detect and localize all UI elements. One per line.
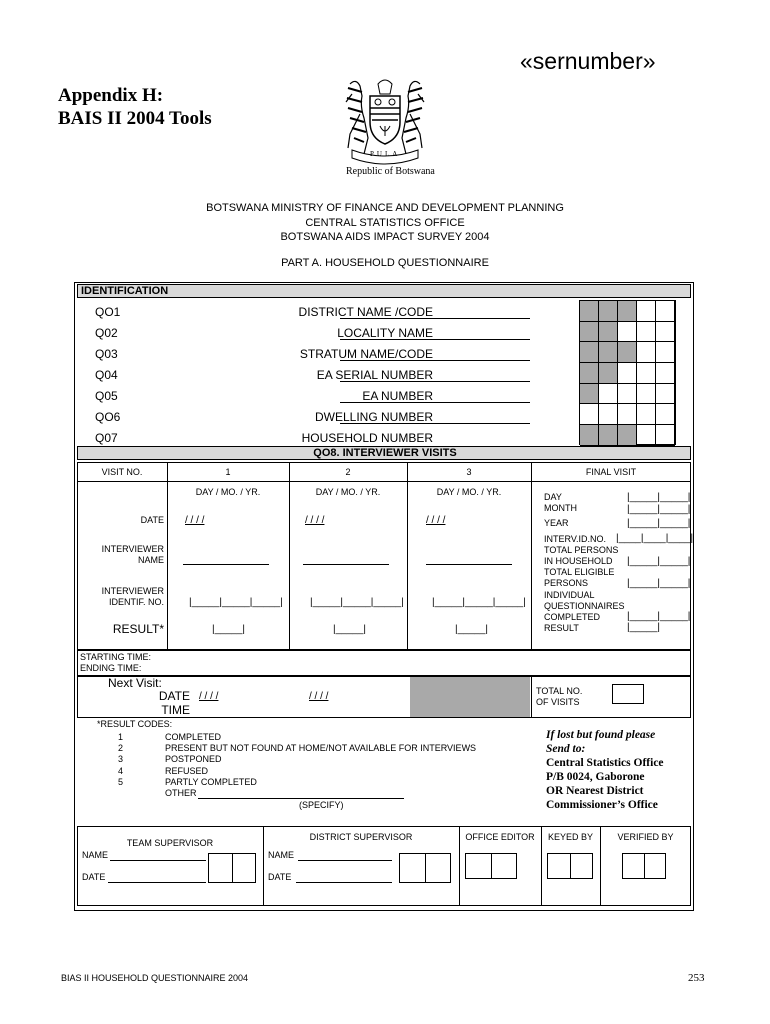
final-total-persons-l2: IN HOUSEHOLD <box>544 556 613 567</box>
visits-header <box>77 446 691 460</box>
next-visit-label: Next Visit: <box>108 676 162 690</box>
q04-answer-line[interactable] <box>340 381 530 382</box>
team-supervisor-name-label: NAME <box>82 850 109 860</box>
final-month-label: MONTH <box>544 503 577 514</box>
identification-header <box>77 284 691 298</box>
office-editor-label: OFFICE EDITOR <box>465 832 535 842</box>
interviewer-id-l1: INTERVIEWER <box>101 586 164 596</box>
result-code-texts <box>165 732 476 799</box>
q06-answer-line[interactable] <box>340 423 530 424</box>
header-ministry: BOTSWANA MINISTRY OF FINANCE AND DEVELOPMENT PLANNING <box>206 202 564 214</box>
coat-of-arms-emblem <box>330 74 440 166</box>
result-text-4: REFUSED <box>165 765 209 776</box>
keyed-by-label: KEYED BY <box>547 832 594 842</box>
v2-date-format: DAY / MO. / YR. <box>315 487 381 497</box>
v3-result-field[interactable]: |_____| <box>455 624 489 635</box>
final-individual-l2: QUESTIONNAIRES <box>544 600 625 611</box>
part-title: PART A. HOUSEHOLD QUESTIONNAIRE <box>281 257 489 269</box>
final-interv-id-field[interactable]: |____|____|____| <box>616 533 694 544</box>
v3-date-format: DAY / MO. / YR. <box>436 487 502 497</box>
col-visit-1: 1 <box>225 467 231 477</box>
q04-code: Q04 <box>95 368 118 382</box>
interviewer-id-label <box>78 586 164 608</box>
final-month-field[interactable]: |_____|_____| <box>627 504 691 515</box>
q07-code: Q07 <box>95 431 118 445</box>
serial-field: «sernumber» <box>520 48 656 74</box>
visits-title: QO8. INTERVIEWER VISITS <box>313 447 457 459</box>
final-interv-id-label: INTERV.ID.NO. <box>544 533 607 544</box>
total-visits-box[interactable] <box>612 684 644 704</box>
identification-title: IDENTIFICATION <box>81 285 169 297</box>
lost-found-l5: OR Nearest District <box>546 785 644 797</box>
result-specify-label: (SPECIFY) <box>299 800 344 810</box>
final-individual-field[interactable]: |_____|_____| <box>627 611 691 622</box>
date-row-label: DATE <box>140 515 164 525</box>
team-supervisor-date-label: DATE <box>82 872 106 882</box>
result-codes-title: *RESULT CODES: <box>97 719 173 729</box>
q04-label: EA SERIAL NUMBER <box>316 368 433 382</box>
district-supervisor-label: DISTRICT SUPERVISOR <box>309 832 413 842</box>
q02-code: Q02 <box>95 326 118 340</box>
q07-label: HOUSEHOLD NUMBER <box>301 431 433 445</box>
q01-label: DISTRICT NAME /CODE <box>298 305 433 319</box>
total-visits-l1: TOTAL NO. <box>536 686 583 696</box>
q02-answer-line[interactable] <box>340 339 530 340</box>
v1-date-field[interactable]: / / / / <box>185 515 205 526</box>
final-year-label: YEAR <box>544 518 569 529</box>
result-code-4: 4 <box>118 765 124 776</box>
time-labels <box>80 652 151 674</box>
final-total-eligible-l1: TOTAL ELIGIBLE <box>544 567 615 578</box>
next-visit-date-field-2[interactable]: / / / / <box>309 691 329 702</box>
document-header <box>0 201 770 245</box>
interviewer-name-label <box>78 544 164 566</box>
result-text-1: COMPLETED <box>165 732 222 742</box>
appendix-title <box>58 84 212 130</box>
lost-found-l6: Commissioner’s Office <box>546 799 658 811</box>
verified-by-label: VERIFIED BY <box>617 832 674 842</box>
district-supervisor-name-field[interactable] <box>298 860 392 861</box>
final-total-eligible-field[interactable]: |_____|_____| <box>627 578 691 589</box>
final-total-persons-field[interactable]: |_____|_____| <box>627 556 691 567</box>
appendix-line1: Appendix H: <box>58 85 164 106</box>
next-visit-date-label: DATE <box>158 689 190 703</box>
page-number: 253 <box>688 972 705 984</box>
final-total-eligible-l2: PERSONS <box>544 578 589 589</box>
next-visit-date-field-1[interactable]: / / / / <box>199 691 219 702</box>
result-code-1: 1 <box>118 732 124 742</box>
lost-found-l4: P/B 0024, Gaborone <box>546 771 645 783</box>
q03-label: STRATUM NAME/CODE <box>299 347 433 361</box>
final-total-persons-l1: TOTAL PERSONS <box>544 544 619 555</box>
footer-title: BIAS II HOUSEHOLD QUESTIONNAIRE 2004 <box>61 973 249 983</box>
q05-label: EA NUMBER <box>362 389 433 403</box>
district-supervisor-date-field[interactable] <box>296 882 392 883</box>
identification-code-grid[interactable] <box>579 300 676 445</box>
final-day-field[interactable]: |_____|_____| <box>627 492 691 503</box>
starting-time-label: STARTING TIME: <box>80 652 152 662</box>
final-day-label: DAY <box>544 492 562 502</box>
time-row <box>77 650 691 676</box>
result-code-3: 3 <box>118 754 124 765</box>
lost-found-l3: Central Statistics Office <box>546 757 664 769</box>
q03-answer-line[interactable] <box>340 360 530 361</box>
result-code-numbers <box>118 732 123 788</box>
result-other-field[interactable] <box>198 798 404 799</box>
total-visits-label <box>536 686 582 708</box>
result-text-5: PARTLY COMPLETED <box>165 776 257 787</box>
lost-found-notice <box>546 728 664 812</box>
result-code-5: 5 <box>118 776 124 787</box>
result-code-2: 2 <box>118 743 124 754</box>
v1-interviewer-name-field[interactable] <box>183 564 269 565</box>
q02-label: LOCALITY NAME <box>337 326 433 340</box>
next-visit-time-label: TIME <box>161 703 190 717</box>
ending-time-label: ENDING TIME: <box>80 663 142 673</box>
appendix-line2: BAIS II 2004 Tools <box>58 108 212 129</box>
v1-result-field[interactable]: |_____| <box>212 624 246 635</box>
final-individual-l3: COMPLETED <box>544 612 601 623</box>
header-survey: BOTSWANA AIDS IMPACT SURVEY 2004 <box>280 231 490 243</box>
header-office: CENTRAL STATISTICS OFFICE <box>305 216 465 229</box>
q06-code: QO6 <box>95 410 121 424</box>
total-visits-l2: OF VISITS <box>536 697 580 707</box>
v2-interviewer-name-field[interactable] <box>303 564 389 565</box>
final-year-field[interactable]: |_____|_____| <box>627 518 691 529</box>
q05-answer-line[interactable] <box>340 402 530 403</box>
q03-code: Q03 <box>95 347 118 361</box>
interviewer-id-l2: IDENTIF. NO. <box>108 597 164 607</box>
emblem-caption: Republic of Botswana <box>346 166 435 177</box>
v1-interviewer-id-field[interactable]: |_____|_____|_____| <box>189 597 283 608</box>
col-final-visit: FINAL VISIT <box>585 467 637 477</box>
final-result-label: RESULT <box>544 623 579 634</box>
result-text-2: PRESENT BUT NOT FOUND AT HOME/NOT AVAILABLE FOR INTERVIEWS <box>165 743 477 754</box>
lost-found-l2: Send to: <box>546 743 586 755</box>
interviewer-name-l1: INTERVIEWER <box>101 544 164 554</box>
next-visit-shaded <box>410 677 530 717</box>
v3-interviewer-name-field[interactable] <box>426 564 512 565</box>
v2-date-field[interactable]: / / / / <box>305 515 325 526</box>
final-visit-labels <box>544 492 625 634</box>
col-visit-3: 3 <box>466 467 472 477</box>
final-result-field[interactable]: |_____| <box>627 622 661 633</box>
district-supervisor-name-label: NAME <box>268 850 295 860</box>
q05-code: Q05 <box>95 389 118 403</box>
district-supervisor-date-label: DATE <box>268 872 292 882</box>
col-visit-no: VISIT NO. <box>101 467 143 477</box>
q06-label: DWELLING NUMBER <box>314 410 433 424</box>
col-visit-2: 2 <box>345 467 351 477</box>
team-supervisor-label: TEAM SUPERVISOR <box>126 838 214 848</box>
v3-date-field[interactable]: / / / / <box>426 515 446 526</box>
team-supervisor-date-field[interactable] <box>108 882 206 883</box>
q01-code: QO1 <box>95 305 121 319</box>
q01-answer-line[interactable] <box>340 318 530 319</box>
final-individual-l1: INDIVIDUAL <box>544 589 595 600</box>
emblem-motto: PULA <box>370 150 401 158</box>
v1-date-format: DAY / MO. / YR. <box>195 487 261 497</box>
interviewer-name-l2: NAME <box>137 555 164 565</box>
result-row-label: RESULT* <box>112 622 164 636</box>
v2-interviewer-id-field[interactable]: |_____|_____|_____| <box>310 597 404 608</box>
v2-result-field[interactable]: |_____| <box>333 624 367 635</box>
result-other-label: OTHER <box>165 788 197 799</box>
result-text-3: POSTPONED <box>165 754 222 765</box>
v3-interviewer-id-field[interactable]: |_____|_____|_____| <box>432 597 526 608</box>
lost-found-l1: If lost but found please <box>546 729 656 741</box>
team-supervisor-name-field[interactable] <box>110 860 206 861</box>
